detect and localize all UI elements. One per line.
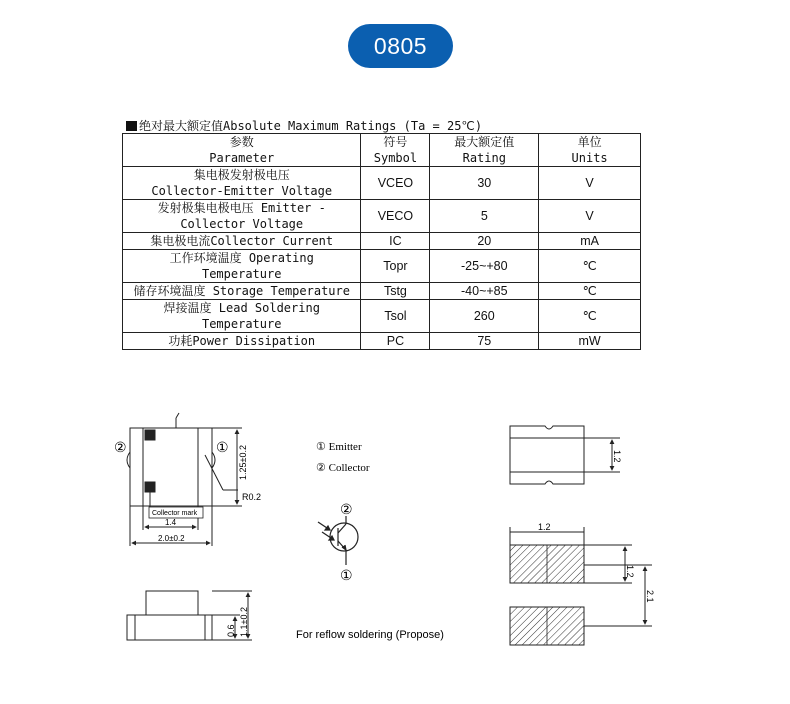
pad-dim-top-label: 1.2 xyxy=(538,522,551,532)
package-outline-right xyxy=(510,426,620,484)
param-cell: 发射极集电极电压 Emitter - Collector Voltage xyxy=(123,200,361,233)
solder-pad-layout xyxy=(510,527,652,645)
unit-cell: V xyxy=(539,200,641,233)
param-cell: 工作环境温度 Operating Temperature xyxy=(123,250,361,283)
phototransistor-symbol-icon xyxy=(318,516,358,565)
param-cell: 焊接温度 Lead Soldering Temperature xyxy=(123,300,361,333)
dim-side-total-label: 1.1±0.2 xyxy=(239,607,249,637)
param-cell: 功耗Power Dissipation xyxy=(123,333,361,350)
rating-cell: -40~+85 xyxy=(430,283,539,300)
symbol-cell: Tsol xyxy=(361,300,430,333)
dim-width-label: 2.0±0.2 xyxy=(158,534,185,543)
dim-radius-label: R0.2 xyxy=(242,492,262,502)
pin-label-right: ① xyxy=(216,439,229,455)
rating-cell: 75 xyxy=(430,333,539,350)
pad-dim-total-label: 2.1 xyxy=(645,590,655,603)
top-view-package xyxy=(127,413,242,546)
dim-height-label: 1.25±0.2 xyxy=(238,445,248,480)
symbol-cell: Topr xyxy=(361,250,430,283)
header-symbol: 符号 Symbol xyxy=(361,134,430,167)
symbol-pin-top: ② xyxy=(340,501,353,517)
unit-cell: ℃ xyxy=(539,283,641,300)
unit-cell: V xyxy=(539,167,641,200)
symbol-cell: Tstg xyxy=(361,283,430,300)
top-dim-label: 1.2 xyxy=(612,450,622,463)
unit-cell: ℃ xyxy=(539,250,641,283)
param-cell: 储存环境温度 Storage Temperature xyxy=(123,283,361,300)
dim-inner-label: 1.4 xyxy=(165,518,177,527)
pad-square xyxy=(145,430,155,440)
legend-collector: ② Collector xyxy=(316,462,370,474)
header-parameter: 参数 Parameter xyxy=(123,134,361,167)
symbol-cell: VCEO xyxy=(361,167,430,200)
table-caption-text: 绝对最大额定值Absolute Maximum Ratings (Ta = 25℃) xyxy=(139,119,483,133)
symbol-cell: PC xyxy=(361,333,430,350)
symbol-pin-bottom: ① xyxy=(340,567,353,583)
reflow-note: For reflow soldering (Propose) xyxy=(296,629,444,641)
pad-dim-gap-label: 1.2 xyxy=(625,565,635,578)
param-cell: 集电极发射极电压 Collector-Emitter Voltage xyxy=(123,167,361,200)
rating-cell: 30 xyxy=(430,167,539,200)
rating-cell: 20 xyxy=(430,233,539,250)
legend-emitter: ① Emitter xyxy=(316,441,362,453)
dim-side-small-label: 0.6 xyxy=(226,624,236,637)
symbol-cell: IC xyxy=(361,233,430,250)
unit-cell: ℃ xyxy=(539,300,641,333)
pin-label-left: ② xyxy=(114,439,127,455)
rating-cell: -25~+80 xyxy=(430,250,539,283)
unit-cell: mW xyxy=(539,333,641,350)
rating-cell: 5 xyxy=(430,200,539,233)
param-cell: 集电极电流Collector Current xyxy=(123,233,361,250)
pad-square xyxy=(145,482,155,492)
header-rating: 最大额定值 Rating xyxy=(430,134,539,167)
unit-cell: mA xyxy=(539,233,641,250)
header-units: 单位 Units xyxy=(539,134,641,167)
symbol-cell: VECO xyxy=(361,200,430,233)
rating-cell: 260 xyxy=(430,300,539,333)
collector-mark-label: Collector mark xyxy=(152,510,198,517)
header-title-badge: 0805 xyxy=(348,24,453,68)
